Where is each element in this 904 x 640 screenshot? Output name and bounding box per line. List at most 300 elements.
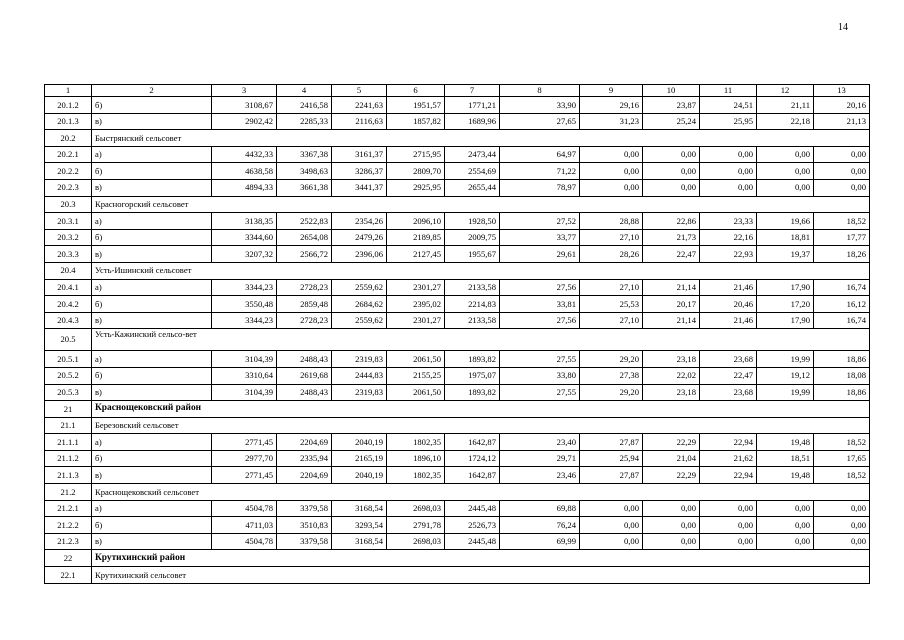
- table-row: [45, 351, 870, 368]
- row-code: 21.2.2: [45, 517, 92, 534]
- value-cell: 3161,37: [332, 146, 387, 163]
- value-cell: 0,00: [700, 163, 757, 180]
- row-variant: а): [92, 500, 212, 517]
- value-cell: 22,86: [643, 213, 700, 230]
- value-cell: 1642,87: [445, 434, 500, 451]
- value-cell: 23,68: [700, 351, 757, 368]
- table-row: [45, 533, 870, 550]
- row-code: 20.5.2: [45, 367, 92, 384]
- value-cell: 3168,54: [332, 533, 387, 550]
- value-cell: 18,08: [814, 367, 870, 384]
- value-cell: 33,81: [500, 296, 580, 313]
- table-row: [45, 213, 870, 230]
- value-cell: 18,81: [757, 229, 814, 246]
- value-cell: 4504,78: [212, 500, 277, 517]
- value-cell: 27,10: [580, 229, 643, 246]
- column-header: 4: [277, 85, 332, 97]
- value-cell: 18,86: [814, 351, 870, 368]
- value-cell: 22,94: [700, 434, 757, 451]
- row-variant: б): [92, 97, 212, 114]
- value-cell: 0,00: [643, 517, 700, 534]
- value-cell: 22,93: [700, 246, 757, 263]
- value-cell: 0,00: [580, 517, 643, 534]
- value-cell: 22,94: [700, 467, 757, 484]
- row-variant: в): [92, 312, 212, 329]
- column-header: 11: [700, 85, 757, 97]
- value-cell: 2488,43: [277, 351, 332, 368]
- table-row: [45, 113, 870, 130]
- value-cell: 21,04: [643, 450, 700, 467]
- value-cell: 2204,69: [277, 467, 332, 484]
- row-code: 21.1.1: [45, 434, 92, 451]
- table-row: [45, 179, 870, 196]
- value-cell: 2040,19: [332, 434, 387, 451]
- value-cell: 0,00: [757, 500, 814, 517]
- value-cell: 0,00: [643, 163, 700, 180]
- row-code: 20.2: [45, 130, 92, 147]
- value-cell: 2335,94: [277, 450, 332, 467]
- value-cell: 71,22: [500, 163, 580, 180]
- table-row: [45, 296, 870, 313]
- column-header: 9: [580, 85, 643, 97]
- value-cell: 29,16: [580, 97, 643, 114]
- row-variant: в): [92, 179, 212, 196]
- value-cell: 17,20: [757, 296, 814, 313]
- value-cell: 27,55: [500, 384, 580, 401]
- value-cell: 3379,58: [277, 500, 332, 517]
- district-row: [45, 401, 870, 418]
- row-code: 20.5: [45, 329, 92, 351]
- value-cell: 27,56: [500, 279, 580, 296]
- value-cell: 16,74: [814, 279, 870, 296]
- value-cell: 3344,60: [212, 229, 277, 246]
- row-code: 21.1.2: [45, 450, 92, 467]
- value-cell: 2155,25: [387, 367, 445, 384]
- column-header: 10: [643, 85, 700, 97]
- value-cell: 1802,35: [387, 434, 445, 451]
- value-cell: 69,99: [500, 533, 580, 550]
- value-cell: 0,00: [580, 179, 643, 196]
- value-cell: 16,74: [814, 312, 870, 329]
- row-variant: б): [92, 229, 212, 246]
- value-cell: 20,17: [643, 296, 700, 313]
- value-cell: 0,00: [814, 163, 870, 180]
- value-cell: 33,80: [500, 367, 580, 384]
- value-cell: 28,88: [580, 213, 643, 230]
- value-cell: 2771,45: [212, 434, 277, 451]
- value-cell: 22,47: [643, 246, 700, 263]
- value-cell: 22,16: [700, 229, 757, 246]
- value-cell: 22,29: [643, 434, 700, 451]
- value-cell: 2977,70: [212, 450, 277, 467]
- value-cell: 2791,78: [387, 517, 445, 534]
- value-cell: 25,95: [700, 113, 757, 130]
- value-cell: 0,00: [643, 500, 700, 517]
- value-cell: 2488,43: [277, 384, 332, 401]
- value-cell: 1642,87: [445, 467, 500, 484]
- row-variant: б): [92, 450, 212, 467]
- value-cell: 1724,12: [445, 450, 500, 467]
- value-cell: 3344,23: [212, 312, 277, 329]
- row-variant: б): [92, 367, 212, 384]
- value-cell: 27,56: [500, 312, 580, 329]
- row-code: 20.3.2: [45, 229, 92, 246]
- value-cell: 2189,85: [387, 229, 445, 246]
- value-cell: 31,23: [580, 113, 643, 130]
- council-name: Крутихинский сельсовет: [92, 567, 870, 584]
- value-cell: 0,00: [700, 500, 757, 517]
- value-cell: 2241,63: [332, 97, 387, 114]
- row-code: 20.4.1: [45, 279, 92, 296]
- row-code: 20.4.3: [45, 312, 92, 329]
- row-code: 21: [45, 401, 92, 418]
- value-cell: 19,48: [757, 434, 814, 451]
- row-code: 20.3.1: [45, 213, 92, 230]
- row-code: 20.3: [45, 196, 92, 213]
- row-variant: а): [92, 434, 212, 451]
- value-cell: 2061,50: [387, 384, 445, 401]
- value-cell: 17,90: [757, 312, 814, 329]
- table-row: [45, 434, 870, 451]
- row-code: 20.2.1: [45, 146, 92, 163]
- row-variant: а): [92, 146, 212, 163]
- table-row: [45, 517, 870, 534]
- row-variant: в): [92, 246, 212, 263]
- value-cell: 27,10: [580, 279, 643, 296]
- value-cell: 22,29: [643, 467, 700, 484]
- value-cell: 3293,54: [332, 517, 387, 534]
- value-cell: 2619,68: [277, 367, 332, 384]
- value-cell: 2319,83: [332, 384, 387, 401]
- row-code: 20.3.3: [45, 246, 92, 263]
- value-cell: 4504,78: [212, 533, 277, 550]
- value-cell: 2319,83: [332, 351, 387, 368]
- row-code: 21.1: [45, 417, 92, 434]
- value-cell: 69,88: [500, 500, 580, 517]
- value-cell: 3344,23: [212, 279, 277, 296]
- table-row: [45, 312, 870, 329]
- value-cell: 27,87: [580, 467, 643, 484]
- column-header: 12: [757, 85, 814, 97]
- value-cell: 21,14: [643, 279, 700, 296]
- value-cell: 2204,69: [277, 434, 332, 451]
- value-cell: 3138,35: [212, 213, 277, 230]
- value-cell: 17,77: [814, 229, 870, 246]
- council-row: [45, 196, 870, 213]
- value-cell: 27,10: [580, 312, 643, 329]
- value-cell: 1857,82: [387, 113, 445, 130]
- value-cell: 0,00: [643, 533, 700, 550]
- council-name: Краснощековский сельсовет: [92, 484, 870, 501]
- data-table: [44, 84, 870, 584]
- value-cell: 2445,48: [445, 500, 500, 517]
- value-cell: 3168,54: [332, 500, 387, 517]
- value-cell: 0,00: [700, 533, 757, 550]
- table-row: [45, 279, 870, 296]
- value-cell: 28,26: [580, 246, 643, 263]
- row-variant: а): [92, 213, 212, 230]
- district-name: Краснощековский район: [92, 401, 870, 418]
- value-cell: 2395,02: [387, 296, 445, 313]
- row-code: 22: [45, 550, 92, 567]
- row-code: 21.2.1: [45, 500, 92, 517]
- value-cell: 18,51: [757, 450, 814, 467]
- value-cell: 2654,08: [277, 229, 332, 246]
- value-cell: 2133,58: [445, 279, 500, 296]
- value-cell: 1893,82: [445, 384, 500, 401]
- value-cell: 3498,63: [277, 163, 332, 180]
- district-row: [45, 550, 870, 567]
- value-cell: 2116,63: [332, 113, 387, 130]
- value-cell: 27,38: [580, 367, 643, 384]
- value-cell: 0,00: [643, 146, 700, 163]
- value-cell: 2285,33: [277, 113, 332, 130]
- value-cell: 22,18: [757, 113, 814, 130]
- row-variant: в): [92, 533, 212, 550]
- value-cell: 0,00: [757, 533, 814, 550]
- table-row: [45, 146, 870, 163]
- value-cell: 1893,82: [445, 351, 500, 368]
- value-cell: 1951,57: [387, 97, 445, 114]
- value-cell: 24,51: [700, 97, 757, 114]
- value-cell: 2396,06: [332, 246, 387, 263]
- row-variant: а): [92, 351, 212, 368]
- row-variant: в): [92, 467, 212, 484]
- value-cell: 29,20: [580, 384, 643, 401]
- value-cell: 23,68: [700, 384, 757, 401]
- value-cell: 0,00: [814, 533, 870, 550]
- council-row: [45, 130, 870, 147]
- value-cell: 23,40: [500, 434, 580, 451]
- value-cell: 22,02: [643, 367, 700, 384]
- value-cell: 0,00: [643, 179, 700, 196]
- table-row: [45, 367, 870, 384]
- value-cell: 1955,67: [445, 246, 500, 263]
- value-cell: 3207,32: [212, 246, 277, 263]
- value-cell: 2301,27: [387, 279, 445, 296]
- value-cell: 2559,62: [332, 279, 387, 296]
- value-cell: 33,77: [500, 229, 580, 246]
- value-cell: 2127,45: [387, 246, 445, 263]
- value-cell: 1771,21: [445, 97, 500, 114]
- value-cell: 3310,64: [212, 367, 277, 384]
- value-cell: 3108,67: [212, 97, 277, 114]
- value-cell: 2009,75: [445, 229, 500, 246]
- value-cell: 3286,37: [332, 163, 387, 180]
- value-cell: 3104,39: [212, 384, 277, 401]
- value-cell: 0,00: [580, 533, 643, 550]
- value-cell: 0,00: [757, 517, 814, 534]
- value-cell: 2554,69: [445, 163, 500, 180]
- value-cell: 23,87: [643, 97, 700, 114]
- table-row: [45, 450, 870, 467]
- column-header: 1: [45, 85, 92, 97]
- value-cell: 4894,33: [212, 179, 277, 196]
- table-body: [45, 97, 870, 584]
- value-cell: 19,66: [757, 213, 814, 230]
- value-cell: 3550,48: [212, 296, 277, 313]
- value-cell: 2925,95: [387, 179, 445, 196]
- council-name: Быстрянский сельсовет: [92, 130, 870, 147]
- row-code: 20.4: [45, 262, 92, 279]
- value-cell: 0,00: [580, 146, 643, 163]
- value-cell: 3441,37: [332, 179, 387, 196]
- value-cell: 2301,27: [387, 312, 445, 329]
- row-code: 20.1.2: [45, 97, 92, 114]
- row-variant: в): [92, 384, 212, 401]
- table-row: [45, 246, 870, 263]
- value-cell: 3661,38: [277, 179, 332, 196]
- column-header: 8: [500, 85, 580, 97]
- value-cell: 2859,48: [277, 296, 332, 313]
- value-cell: 2473,44: [445, 146, 500, 163]
- value-cell: 17,65: [814, 450, 870, 467]
- value-cell: 2444,83: [332, 367, 387, 384]
- value-cell: 19,99: [757, 384, 814, 401]
- value-cell: 27,52: [500, 213, 580, 230]
- council-row: [45, 484, 870, 501]
- value-cell: 19,99: [757, 351, 814, 368]
- value-cell: 4638,58: [212, 163, 277, 180]
- value-cell: 0,00: [757, 163, 814, 180]
- value-cell: 21,46: [700, 279, 757, 296]
- value-cell: 0,00: [700, 179, 757, 196]
- value-cell: 0,00: [700, 517, 757, 534]
- row-code: 21.2.3: [45, 533, 92, 550]
- value-cell: 78,97: [500, 179, 580, 196]
- value-cell: 20,16: [814, 97, 870, 114]
- value-cell: 2040,19: [332, 467, 387, 484]
- column-header: 3: [212, 85, 277, 97]
- row-code: 20.4.2: [45, 296, 92, 313]
- value-cell: 21,62: [700, 450, 757, 467]
- table-row: [45, 500, 870, 517]
- value-cell: 2715,95: [387, 146, 445, 163]
- value-cell: 0,00: [814, 146, 870, 163]
- value-cell: 2522,83: [277, 213, 332, 230]
- value-cell: 2214,83: [445, 296, 500, 313]
- council-name: Красногорский сельсовет: [92, 196, 870, 213]
- value-cell: 18,26: [814, 246, 870, 263]
- district-name: Крутихинский район: [92, 550, 870, 567]
- row-code: 20.5.1: [45, 351, 92, 368]
- council-row: [45, 567, 870, 584]
- value-cell: 21,46: [700, 312, 757, 329]
- value-cell: 2809,70: [387, 163, 445, 180]
- council-name: Усть-Ишинский сельсовет: [92, 262, 870, 279]
- row-code: 20.5.3: [45, 384, 92, 401]
- column-header: 2: [92, 85, 212, 97]
- value-cell: 64,97: [500, 146, 580, 163]
- value-cell: 25,24: [643, 113, 700, 130]
- value-cell: 21,73: [643, 229, 700, 246]
- value-cell: 25,94: [580, 450, 643, 467]
- value-cell: 29,20: [580, 351, 643, 368]
- value-cell: 3104,39: [212, 351, 277, 368]
- value-cell: 21,14: [643, 312, 700, 329]
- row-code: 22.1: [45, 567, 92, 584]
- value-cell: 20,46: [700, 296, 757, 313]
- value-cell: 1975,07: [445, 367, 500, 384]
- header-row: [45, 85, 870, 97]
- value-cell: 1896,10: [387, 450, 445, 467]
- value-cell: 2445,48: [445, 533, 500, 550]
- value-cell: 18,52: [814, 467, 870, 484]
- value-cell: 29,71: [500, 450, 580, 467]
- value-cell: 27,55: [500, 351, 580, 368]
- value-cell: 18,52: [814, 434, 870, 451]
- value-cell: 27,65: [500, 113, 580, 130]
- value-cell: 2133,58: [445, 312, 500, 329]
- table-row: [45, 467, 870, 484]
- column-header: 6: [387, 85, 445, 97]
- value-cell: 19,12: [757, 367, 814, 384]
- value-cell: 2416,58: [277, 97, 332, 114]
- column-header: 7: [445, 85, 500, 97]
- value-cell: 16,12: [814, 296, 870, 313]
- value-cell: 2771,45: [212, 467, 277, 484]
- value-cell: 22,47: [700, 367, 757, 384]
- value-cell: 2698,03: [387, 500, 445, 517]
- row-code: 21.1.3: [45, 467, 92, 484]
- value-cell: 0,00: [580, 163, 643, 180]
- council-row: [45, 329, 870, 351]
- value-cell: 19,37: [757, 246, 814, 263]
- value-cell: 2354,26: [332, 213, 387, 230]
- value-cell: 2566,72: [277, 246, 332, 263]
- value-cell: 3510,83: [277, 517, 332, 534]
- value-cell: 2165,19: [332, 450, 387, 467]
- row-variant: в): [92, 113, 212, 130]
- value-cell: 19,48: [757, 467, 814, 484]
- council-name: Березовский сельсовет: [92, 417, 870, 434]
- value-cell: 2902,42: [212, 113, 277, 130]
- table-row: [45, 229, 870, 246]
- row-variant: а): [92, 279, 212, 296]
- council-name: Усть-Кажинский сельсо-вет: [92, 329, 870, 351]
- table-row: [45, 384, 870, 401]
- row-variant: б): [92, 163, 212, 180]
- value-cell: 29,61: [500, 246, 580, 263]
- value-cell: 18,52: [814, 213, 870, 230]
- value-cell: 27,87: [580, 434, 643, 451]
- value-cell: 21,11: [757, 97, 814, 114]
- value-cell: 1802,35: [387, 467, 445, 484]
- column-header: 5: [332, 85, 387, 97]
- row-code: 21.2: [45, 484, 92, 501]
- value-cell: 4432,33: [212, 146, 277, 163]
- value-cell: 3367,38: [277, 146, 332, 163]
- value-cell: 23,33: [700, 213, 757, 230]
- table-row: [45, 97, 870, 114]
- value-cell: 18,86: [814, 384, 870, 401]
- value-cell: 76,24: [500, 517, 580, 534]
- value-cell: 23,18: [643, 351, 700, 368]
- value-cell: 2526,73: [445, 517, 500, 534]
- value-cell: 33,90: [500, 97, 580, 114]
- row-code: 20.1.3: [45, 113, 92, 130]
- value-cell: 1689,96: [445, 113, 500, 130]
- value-cell: 2728,23: [277, 312, 332, 329]
- value-cell: 2728,23: [277, 279, 332, 296]
- row-code: 20.2.3: [45, 179, 92, 196]
- value-cell: 0,00: [814, 179, 870, 196]
- value-cell: 4711,03: [212, 517, 277, 534]
- value-cell: 23,18: [643, 384, 700, 401]
- row-variant: б): [92, 517, 212, 534]
- value-cell: 17,90: [757, 279, 814, 296]
- column-header: 13: [814, 85, 870, 97]
